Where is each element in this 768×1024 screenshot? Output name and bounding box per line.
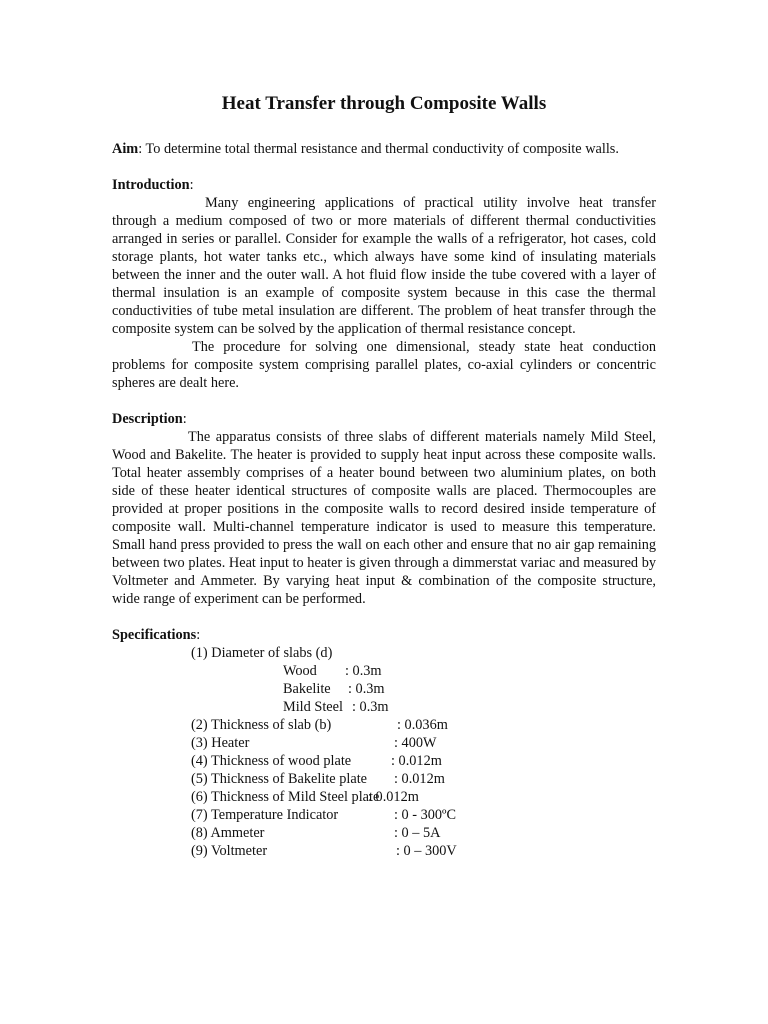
introduction-heading — [112, 176, 656, 194]
description-paragraph: The apparatus consists of three slabs of different materials namely Mild Steel, Wood and Bakelite. The heater is provided to supply heat input across these composite walls. Total heater assembly comprises of a heater bound between two aluminium plates, on both side of these heater identical structures of composite walls are placed. Thermocouples are provided at proper positions in the composite walls to record desired inside temperature of composite wall. Multi-channel temperature indicator is used to measure this temperature. Small hand press provided to press the wall on each other and ensure that no air gap remaining between two plates. Heat input to heater is given through a dimmerstat variac and measured by Voltmeter and Ammeter. By varying heat input & combination of the composite structure, wide range of experiment can be performed. — [112, 429, 656, 607]
spec-item: (4) Thickness of wood plate : 0.012m — [191, 753, 442, 769]
specifications-heading — [112, 626, 656, 644]
spec-item: (5) Thickness of Bakelite plate : 0.012m — [191, 771, 445, 787]
introduction-label: Introduction — [112, 177, 190, 193]
introduction-paragraph-2: The procedure for solving one dimensional, steady state heat conduction problems for composite system comprising parallel plates, co-axial cylinders or concentric spheres are dealt here. — [112, 339, 656, 391]
specifications-sep: : — [196, 627, 201, 643]
introduction-sep: : — [189, 177, 194, 193]
description-heading — [112, 410, 656, 428]
page-title: Heat Transfer through Composite Walls — [221, 93, 547, 114]
aim-paragraph — [112, 140, 656, 158]
spec-item: (3) Heater : 400W — [191, 735, 437, 751]
spec-diameter-row: Mild Steel : 0.3m — [283, 699, 389, 715]
document-body — [112, 140, 656, 860]
description-sep: : — [182, 411, 187, 427]
specifications-label: Specifications — [112, 627, 197, 643]
spec-diameter-row: Bakelite : 0.3m — [283, 681, 385, 697]
spec-item: (9) Voltmeter : 0 – 300V — [191, 843, 457, 859]
aim-text: To determine total thermal resistance and thermal conductivity of composite walls. — [142, 141, 619, 157]
spec-diameter-heading: (1) Diameter of slabs (d) — [191, 645, 333, 661]
spec-item: (2) Thickness of slab (b) : 0.036m — [191, 717, 448, 733]
spec-item: (8) Ammeter : 0 – 5A — [191, 825, 441, 841]
spec-diameter-row: Wood : 0.3m — [283, 663, 382, 679]
spec-item: (7) Temperature Indicator : 0 - 300ºC — [191, 807, 457, 823]
description-label: Description — [112, 411, 183, 427]
aim-label: Aim — [112, 141, 139, 157]
introduction-paragraph-1: Many engineering applications of practical utility involve heat transfer through a medium composed of two or more materials of different thermal conductivities arranged in series or parallel. Consider for example the walls of a refrigerator, hot cases, cold storage plants, hot water tanks etc., which always have some kind of insulating materials between the inner and the outer wall. A hot fluid flow inside the tube covered with a layer of thermal insulation is an example of composite system because in this case the thermal conductivities of tube metal insulation are different. The problem of heat transfer through the composite system can be solved by the application of thermal resistance concept. — [112, 195, 656, 337]
aim-sep: : — [138, 141, 143, 157]
spec-item: (6) Thickness of Mild Steel plate : 0.012m — [191, 789, 419, 805]
